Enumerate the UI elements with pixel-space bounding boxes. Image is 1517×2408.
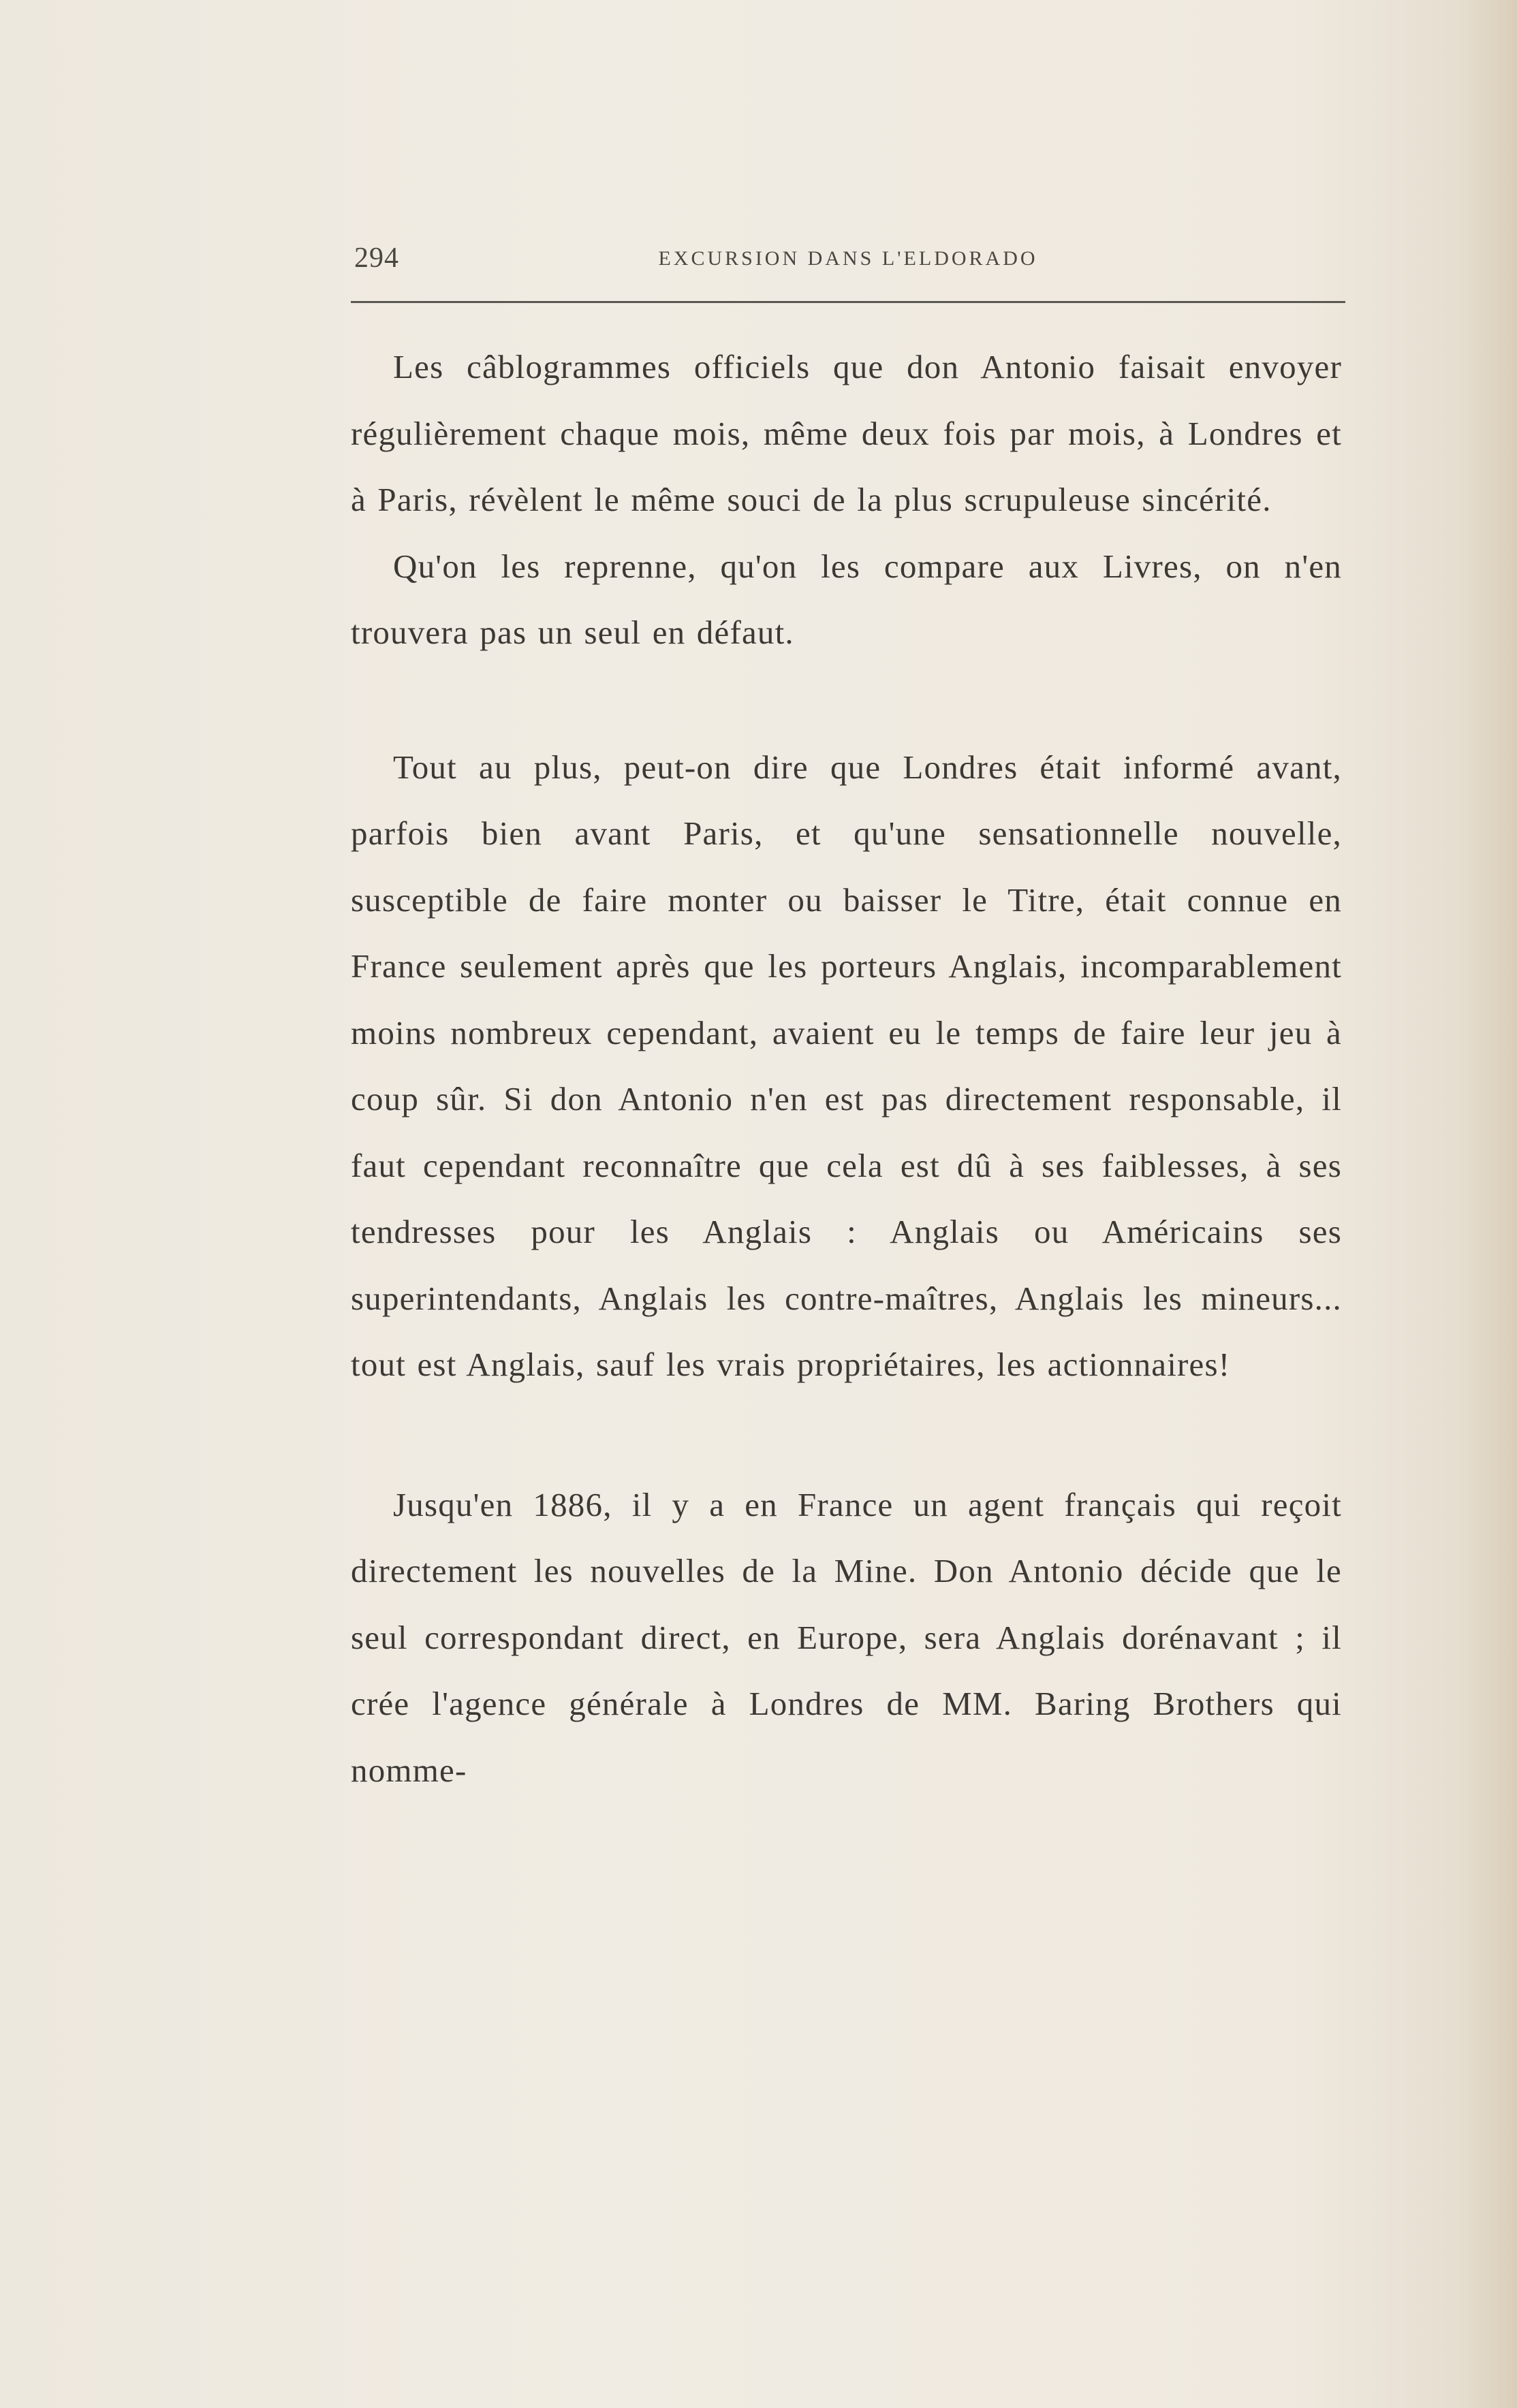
paragraph-4: Jusqu'en 1886, il y a en France un agent français qui reçoit directement les nouvelles de la Mine. Don Antonio décide que le seul correspondant direct, en Europe, sera Anglais dorénavant ; il crée l'agence générale à Londres de MM. Baring Brothers qui nomme- — [351, 1485, 1342, 1789]
paragraph-3: Tout au plus, peut-on dire que Londres était informé avant, parfois bien avant Paris, et qu'une sensationnelle nouvelle, susceptible de faire monter ou baisser le Titre, était connue en France seulement après que les porteurs Anglais, incomparablement moins nombreux cependant, avaient eu le temps de faire leur jeu à coup sûr. Si don Antonio n'en est pas directement responsable, il faut cependant reconnaître que cela est dû à ses faiblesses, à ses tendresses pour les Anglais : Anglais ou Américains ses superintendants, Anglais les contre-maîtres, Anglais les mineurs... tout est Anglais, sauf les vrais propriétaires, les actionnaires! — [351, 748, 1342, 1383]
header-rule — [351, 301, 1345, 303]
body-text — [351, 334, 1342, 1803]
page-number: 294 — [354, 242, 399, 274]
paragraph-2: Qu'on les reprenne, qu'on les compare aux Livres, on n'en trouvera pas un seul en défaut. — [351, 547, 1342, 651]
running-title: EXCURSION DANS L'ELDORADO — [658, 247, 1038, 270]
paragraph-1: Les câblogrammes officiels que don Antonio faisait envoyer régulièrement chaque mois, même deux fois par mois, à Londres et à Paris, révèlent le même souci de la plus scrupuleuse sincérité. — [351, 348, 1342, 518]
section-break — [351, 666, 1342, 734]
page-header — [354, 242, 1342, 283]
section-break — [351, 1398, 1342, 1472]
